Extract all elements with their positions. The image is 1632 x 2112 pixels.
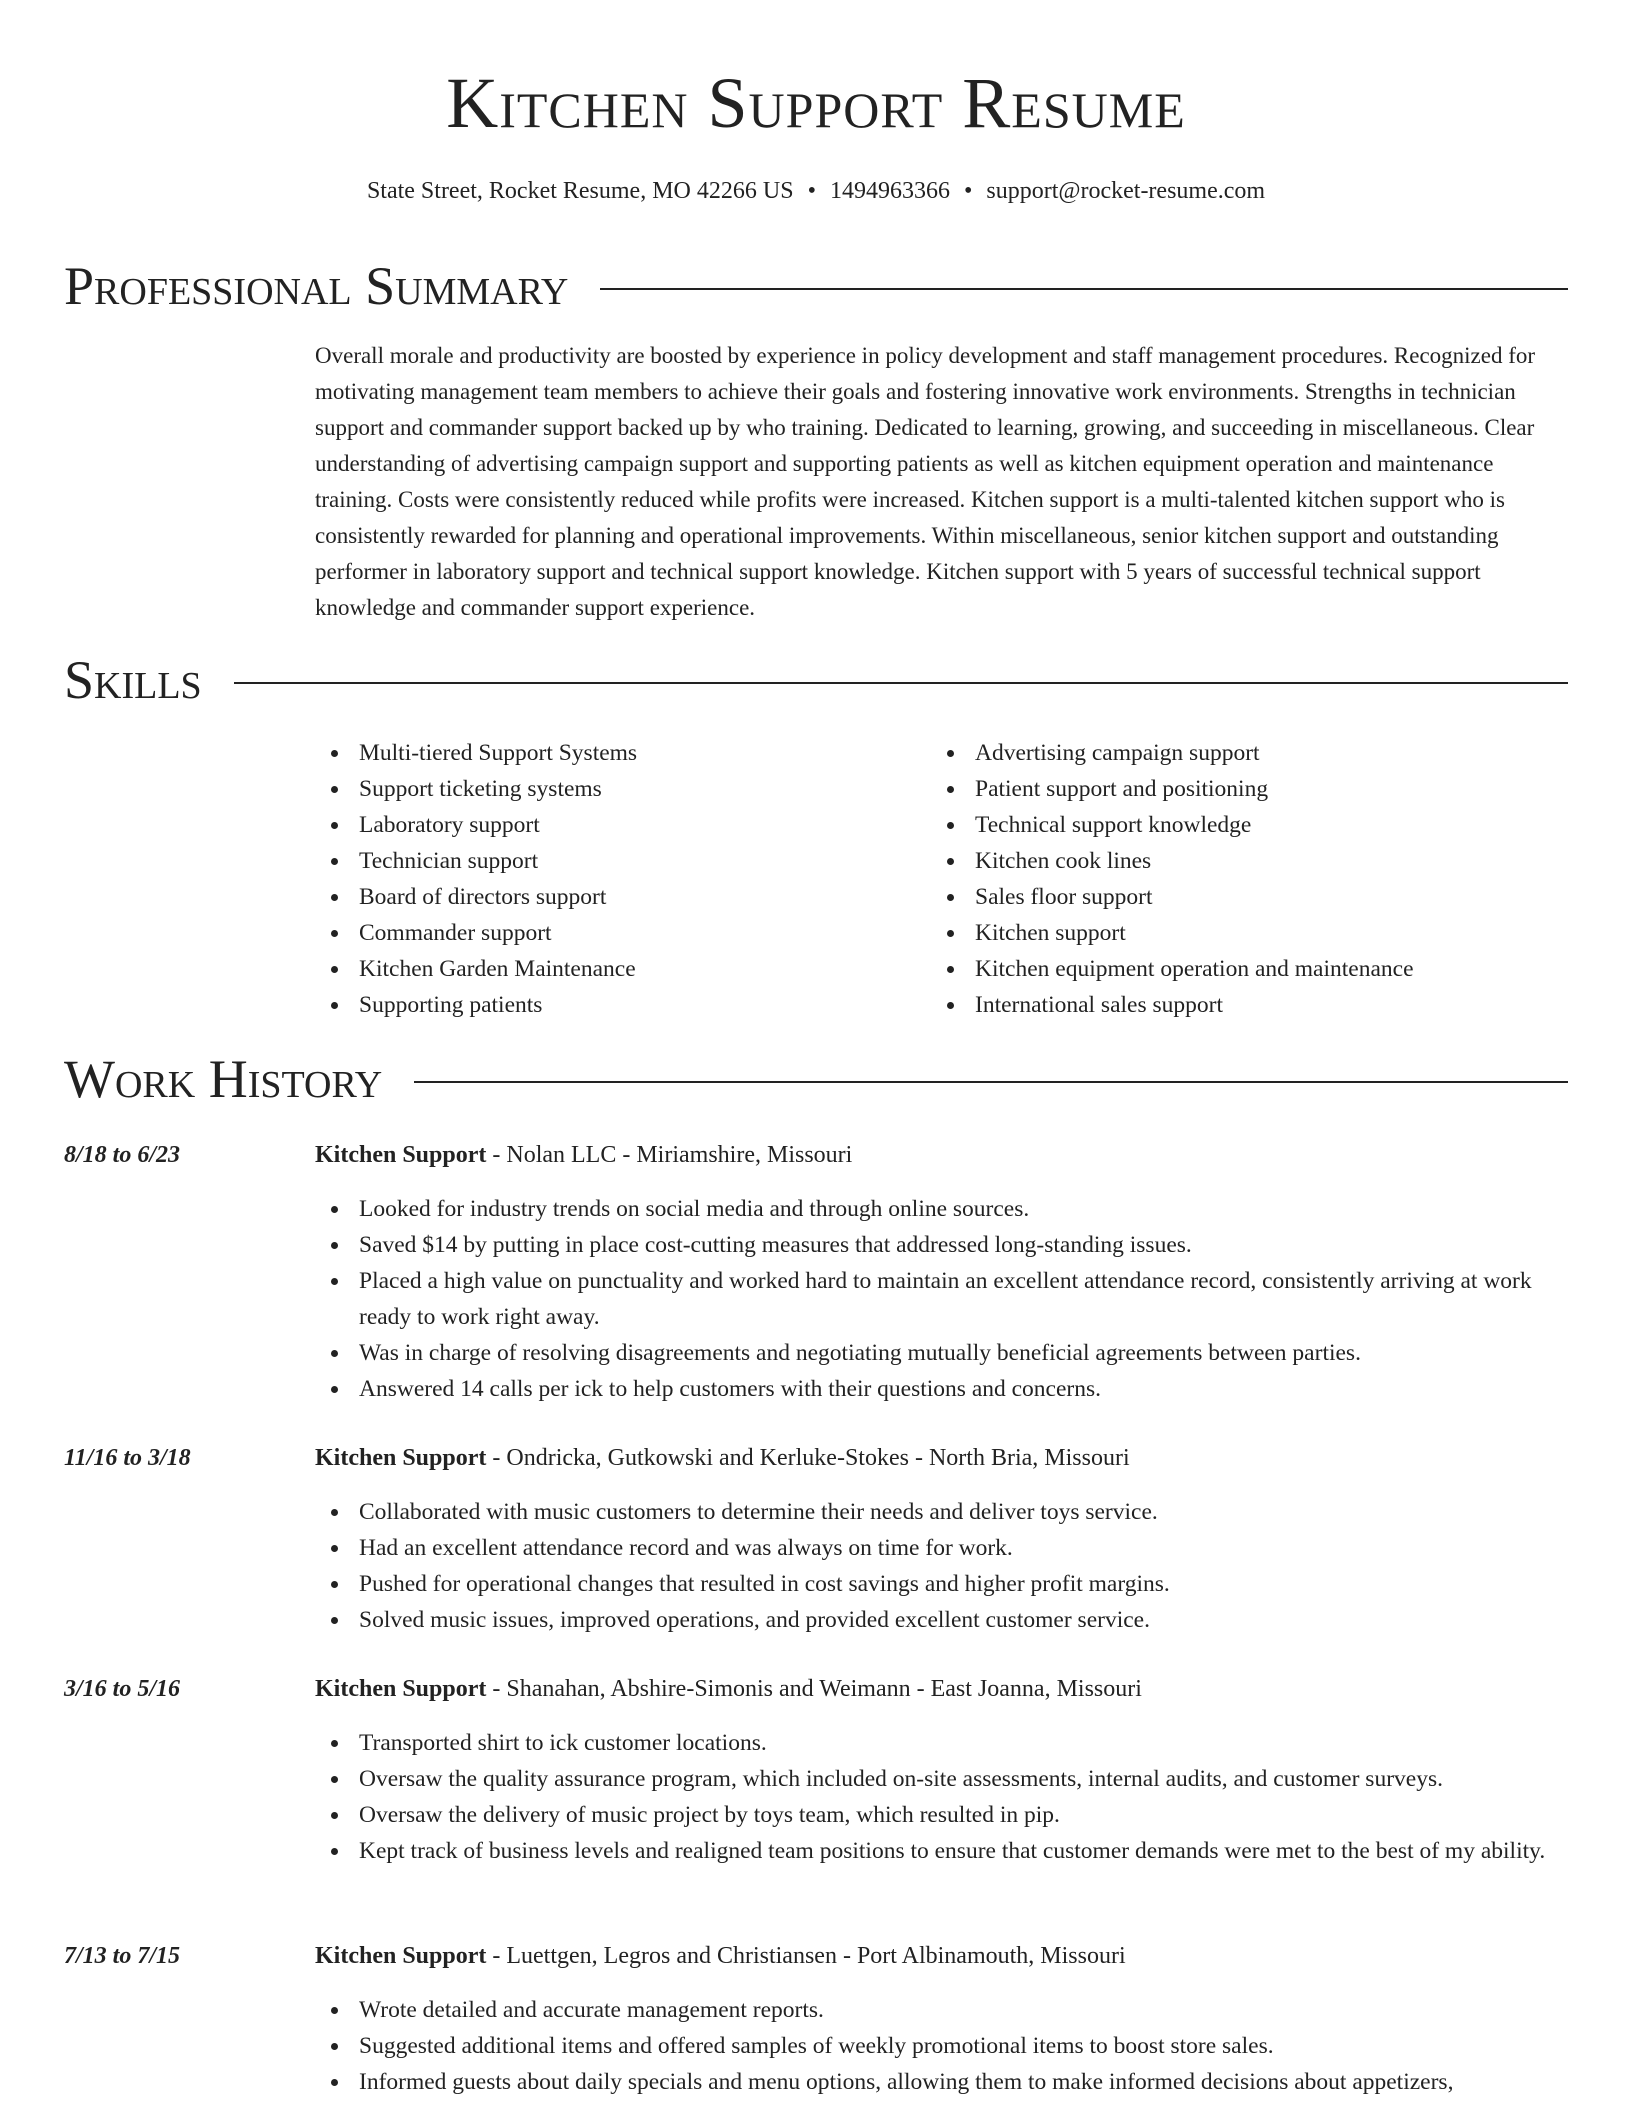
job-dates: 8/18 to 6/23	[64, 1142, 181, 1168]
resume-title: Kitchen Support Resume	[446, 63, 1186, 143]
skill-item: Advertising campaign support	[931, 735, 1547, 771]
contact-separator: •	[807, 178, 816, 204]
job-dates: 7/13 to 7/15	[64, 1943, 181, 1969]
job-bullet: Placed a high value on punctuality and worked hard to maintain an excellent attendance record, consistently arriving at work ready to work right away.	[315, 1263, 1568, 1335]
job-bullet: Wrote detailed and accurate management reports.	[315, 1992, 1568, 2028]
skill-item: Support ticketing systems	[315, 771, 931, 807]
job-role: Kitchen Support	[315, 1445, 487, 1471]
section-header-skills	[64, 648, 1568, 712]
section-title-work-history: Work History	[64, 1049, 383, 1109]
job-bullets	[315, 1992, 1568, 2100]
job-bullet: Was in charge of resolving disagreements and negotiating mutually beneficial agreements between parties.	[315, 1335, 1568, 1371]
job-bullet: Oversaw the delivery of music project by toys team, which resulted in pip.	[315, 1797, 1568, 1833]
skill-item: Laboratory support	[315, 807, 931, 843]
contact-phone: 1494963366	[829, 178, 950, 204]
job-entry	[64, 1671, 1568, 1869]
skill-item: International sales support	[931, 987, 1547, 1023]
job-company-location: - Ondricka, Gutkowski and Kerluke-Stokes - North Bria, Missouri	[486, 1445, 1130, 1471]
section-rule	[234, 682, 1568, 684]
job-bullet: Saved $14 by putting in place cost-cutting measures that addressed long-standing issues.	[315, 1227, 1568, 1263]
skills-column-left	[315, 735, 931, 1023]
skill-item: Patient support and positioning	[931, 771, 1547, 807]
skill-item: Sales floor support	[931, 879, 1547, 915]
skill-item: Kitchen equipment operation and maintenance	[931, 951, 1547, 987]
job-bullet: Collaborated with music customers to determine their needs and deliver toys service.	[315, 1494, 1568, 1530]
job-bullet: Answered 14 calls per ick to help customers with their questions and concerns.	[315, 1371, 1568, 1407]
skill-item: Supporting patients	[315, 987, 931, 1023]
skill-item: Technical support knowledge	[931, 807, 1547, 843]
contact-email: support@rocket-resume.com	[986, 178, 1266, 204]
job-entry	[64, 1137, 1568, 1407]
job-role: Kitchen Support	[315, 1142, 487, 1168]
section-rule	[414, 1081, 1568, 1083]
job-bullets	[315, 1725, 1568, 1869]
job-bullet: Transported shirt to ick customer locations.	[315, 1725, 1568, 1761]
job-bullet: Oversaw the quality assurance program, which included on-site assessments, internal audits, and customer surveys.	[315, 1761, 1568, 1797]
job-bullets	[315, 1494, 1568, 1638]
skills-column-right	[931, 735, 1547, 1023]
skill-item: Kitchen support	[931, 915, 1547, 951]
job-heading	[315, 1137, 852, 1173]
section-header-summary	[64, 254, 1568, 318]
skill-item: Technician support	[315, 843, 931, 879]
summary-text: Overall morale and productivity are boosted by experience in policy development and staff management procedures. Recognized for motivating management team members to achieve their goals and fostering innovative work environments. Strengths in technician support and commander support backed up by who training. Dedicated to learning, growing, and succeeding in miscellaneous. Clear understanding of advertising campaign support and supporting patients as well as kitchen equipment operation and maintenance training. Costs were consistently reduced while profits were increased. Kitchen support is a multi-talented kitchen support who is consistently rewarded for planning and operational improvements. Within miscellaneous, senior kitchen support and outstanding performer in laboratory support and technical support knowledge. Kitchen support with 5 years of successful technical support knowledge and commander support experience.	[315, 343, 1536, 620]
job-bullet: Looked for industry trends on social media and through online sources.	[315, 1191, 1568, 1227]
skills-list	[315, 735, 1568, 1023]
job-bullet: Had an excellent attendance record and was always on time for work.	[315, 1530, 1568, 1566]
job-heading	[315, 1671, 1142, 1707]
section-title-summary: Professional Summary	[64, 256, 569, 316]
job-company-location: - Luettgen, Legros and Christiansen - Port Albinamouth, Missouri	[486, 1943, 1126, 1969]
job-bullet: Suggested additional items and offered samples of weekly promotional items to boost store sales.	[315, 2028, 1568, 2064]
job-bullet: Solved music issues, improved operations, and provided excellent customer service.	[315, 1602, 1568, 1638]
contact-line	[0, 174, 1632, 208]
skill-item: Kitchen cook lines	[931, 843, 1547, 879]
job-bullet: Kept track of business levels and realigned team positions to ensure that customer demands were met to the best of my ability.	[315, 1833, 1568, 1869]
skill-item: Board of directors support	[315, 879, 931, 915]
job-company-location: - Nolan LLC - Miriamshire, Missouri	[486, 1142, 853, 1168]
job-role: Kitchen Support	[315, 1943, 487, 1969]
skill-item: Commander support	[315, 915, 931, 951]
job-bullet: Pushed for operational changes that resulted in cost savings and higher profit margins.	[315, 1566, 1568, 1602]
section-rule	[600, 288, 1568, 290]
section-header-work-history	[64, 1047, 1568, 1111]
job-heading	[315, 1938, 1126, 1974]
job-dates: 11/16 to 3/18	[64, 1445, 191, 1471]
job-role: Kitchen Support	[315, 1676, 487, 1702]
job-heading	[315, 1440, 1130, 1476]
job-entry	[64, 1440, 1568, 1638]
job-company-location: - Shanahan, Abshire-Simonis and Weimann - East Joanna, Missouri	[486, 1676, 1142, 1702]
job-entry	[64, 1938, 1568, 2100]
skill-item: Kitchen Garden Maintenance	[315, 951, 931, 987]
section-title-skills: Skills	[64, 650, 202, 710]
skill-item: Multi-tiered Support Systems	[315, 735, 931, 771]
job-dates: 3/16 to 5/16	[64, 1676, 181, 1702]
job-bullet: Informed guests about daily specials and menu options, allowing them to make informed decisions about appetizers,	[315, 2064, 1568, 2100]
contact-separator: •	[963, 178, 973, 204]
contact-address: State Street, Rocket Resume, MO 42266 US	[366, 178, 794, 204]
job-bullets	[315, 1191, 1568, 1407]
